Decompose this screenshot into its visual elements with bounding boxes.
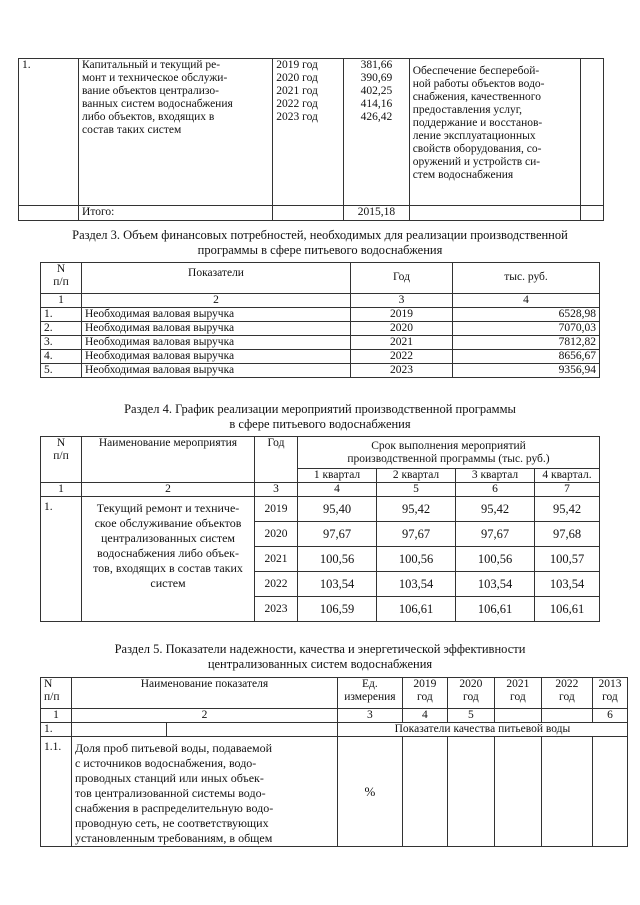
row-number: 5.: [41, 364, 82, 378]
value: 6528,98: [453, 308, 600, 322]
year: 2019: [255, 497, 298, 522]
col-num: 3: [255, 483, 298, 497]
total-label: Итого:: [79, 206, 273, 221]
q-value: 103,54: [298, 572, 377, 597]
q-value: 95,42: [456, 497, 535, 522]
measure-effect: Обеспечение бесперебой- ной работы объектов водо- снабжения, качественного предоставления услуг, поддержание и восстанов- ление эксплуатационных свойств оборудования, со- оружений и устройств си- стем водоснабжения: [409, 59, 580, 206]
col-2019-header: 2019 год: [402, 678, 447, 709]
table-row: [41, 308, 600, 322]
empty-cell: [494, 709, 541, 723]
col-2020-header: 2020 год: [447, 678, 494, 709]
table-row: [19, 206, 604, 221]
value: 7812,82: [453, 336, 600, 350]
row-number: 1.: [19, 59, 79, 206]
header-row: [41, 437, 600, 469]
empty-cell: [541, 709, 592, 723]
quarter-4-header: 4 квартал.: [535, 469, 600, 483]
quarter-2-header: 2 квартал: [377, 469, 456, 483]
year: 2019: [351, 308, 453, 322]
q-value: 103,54: [377, 572, 456, 597]
total-value: 2015,18: [344, 206, 409, 221]
year: 2022: [351, 350, 453, 364]
row-number: 1.1.: [41, 737, 72, 847]
year: 2023: [351, 364, 453, 378]
empty-cell: [581, 206, 604, 221]
col-num: 1: [41, 709, 72, 723]
row-number: 3.: [41, 336, 82, 350]
empty-cell: [19, 206, 79, 221]
period-header: Срок выполнения мероприятий производственной программы (тыс. руб.): [298, 437, 600, 469]
col-year-header: Год: [255, 437, 298, 483]
col-name-header: Наименование мероприятия: [82, 437, 255, 483]
table-row: [41, 322, 600, 336]
col-unit-header: Ед. измерения: [337, 678, 402, 709]
section-3-title: Раздел 3. Объем финансовых потребностей, необходимых для реализации производственной программы в сфере питьевого водоснабжения: [72, 228, 568, 257]
year: 2023: [255, 597, 298, 622]
q-value: 106,61: [535, 597, 600, 622]
col-num: 7: [535, 483, 600, 497]
column-numbers-row: [41, 294, 600, 308]
schedule-table: [40, 436, 600, 622]
empty-cell: [167, 723, 338, 737]
q-value: 103,54: [456, 572, 535, 597]
q-value: 97,67: [298, 522, 377, 547]
header-row: [41, 263, 600, 294]
value: 7070,03: [453, 322, 600, 336]
row-number: 1.: [41, 497, 82, 622]
group-title: Показатели качества питьевой воды: [337, 723, 627, 737]
table-row: [19, 59, 604, 206]
empty-cell: [494, 737, 541, 847]
value: 8656,67: [453, 350, 600, 364]
q-value: 95,42: [535, 497, 600, 522]
row-number: 4.: [41, 350, 82, 364]
header-row: [41, 678, 628, 709]
q-value: 100,57: [535, 547, 600, 572]
indicator-name: Необходимая валовая выручка: [82, 364, 351, 378]
empty-cell: [402, 737, 447, 847]
empty-cell: [581, 59, 604, 206]
col-num: 5: [447, 709, 494, 723]
unit: %: [337, 737, 402, 847]
col-num: 1: [41, 483, 82, 497]
indicator-name: Необходимая валовая выручка: [82, 336, 351, 350]
empty-cell: [447, 737, 494, 847]
table-row: [41, 336, 600, 350]
col-year-header: Год: [351, 263, 453, 294]
col-2021-header: 2021 год: [494, 678, 541, 709]
measure-years: 2019 год 2020 год 2021 год 2022 год 2023 год: [273, 59, 344, 206]
col-number-header: N п/п: [41, 437, 82, 483]
measure-name: Капитальный и текущий ре- монт и техническое обслужи- вание объектов централизо- ванных систем водоснабжения либо объектов, входящих в состав таких систем: [79, 59, 273, 206]
q-value: 97,67: [377, 522, 456, 547]
table-row: [41, 364, 600, 378]
empty-cell: [273, 206, 344, 221]
column-numbers-row: [41, 483, 600, 497]
empty-cell: [409, 206, 580, 221]
indicators-table: [40, 677, 628, 847]
group-number: 1.: [41, 723, 72, 737]
table-row: [41, 350, 600, 364]
q-value: 106,61: [377, 597, 456, 622]
row-number: 1.: [41, 308, 82, 322]
empty-cell: [541, 737, 592, 847]
col-num: 6: [456, 483, 535, 497]
col-num: 3: [351, 294, 453, 308]
q-value: 106,61: [456, 597, 535, 622]
q-value: 103,54: [535, 572, 600, 597]
q-value: 97,67: [456, 522, 535, 547]
col-name-header: Наименование показателя: [72, 678, 338, 709]
financial-needs-table: [40, 262, 600, 378]
indicator-name: Необходимая валовая выручка: [82, 322, 351, 336]
empty-cell: [592, 737, 627, 847]
indicator-name: Доля проб питьевой воды, подаваемой с источников водоснабжения, водо- проводных станций или иных объек- тов централизованной системы водо- снабжения в распределительную водо- проводную сеть, не соответствующих установленным требованиям, в общем: [72, 737, 338, 847]
q-value: 100,56: [377, 547, 456, 572]
indicator-name: Необходимая валовая выручка: [82, 350, 351, 364]
col-num: 4: [402, 709, 447, 723]
q-value: 97,68: [535, 522, 600, 547]
col-num: 6: [592, 709, 627, 723]
col-2013-header: 2013 год: [592, 678, 627, 709]
year: 2020: [351, 322, 453, 336]
col-num: 4: [298, 483, 377, 497]
indicator-name: Необходимая валовая выручка: [82, 308, 351, 322]
q-value: 95,40: [298, 497, 377, 522]
table-row: [41, 497, 600, 522]
row-number: 2.: [41, 322, 82, 336]
measure-values: 381,66 390,69 402,25 414,16 426,42: [344, 59, 409, 206]
col-2022-header: 2022 год: [541, 678, 592, 709]
year: 2022: [255, 572, 298, 597]
column-numbers-row: [41, 709, 628, 723]
q-value: 95,42: [377, 497, 456, 522]
col-num: 5: [377, 483, 456, 497]
q-value: 100,56: [298, 547, 377, 572]
col-indicator-header: Показатели: [82, 263, 351, 294]
col-num: 2: [72, 709, 338, 723]
year: 2021: [255, 547, 298, 572]
quarter-1-header: 1 квартал: [298, 469, 377, 483]
col-num: 2: [82, 483, 255, 497]
col-number-header: N п/п: [41, 678, 72, 709]
col-value-header: тыс. руб.: [453, 263, 600, 294]
q-value: 100,56: [456, 547, 535, 572]
q-value: 106,59: [298, 597, 377, 622]
empty-cell: [72, 723, 167, 737]
measures-table: [18, 58, 604, 221]
section-5-title: Раздел 5. Показатели надежности, качества и энергетической эффективности централизованных систем водоснабжения: [114, 642, 526, 671]
col-number-header: N п/п: [41, 263, 82, 294]
value: 9356,94: [453, 364, 600, 378]
group-row: [41, 723, 628, 737]
measure-name: Текущий ремонт и техниче- ское обслуживание объектов централизованных систем водоснабжения либо объек- тов, входящих в состав таких систем: [82, 497, 255, 622]
year: 2020: [255, 522, 298, 547]
table-row: [41, 737, 628, 847]
year: 2021: [351, 336, 453, 350]
col-num: 1: [41, 294, 82, 308]
section-4-title: Раздел 4. График реализации мероприятий производственной программы в сфере питьевого водоснабжения: [124, 402, 516, 431]
col-num: 4: [453, 294, 600, 308]
quarter-3-header: 3 квартал: [456, 469, 535, 483]
col-num: 2: [82, 294, 351, 308]
col-num: 3: [337, 709, 402, 723]
